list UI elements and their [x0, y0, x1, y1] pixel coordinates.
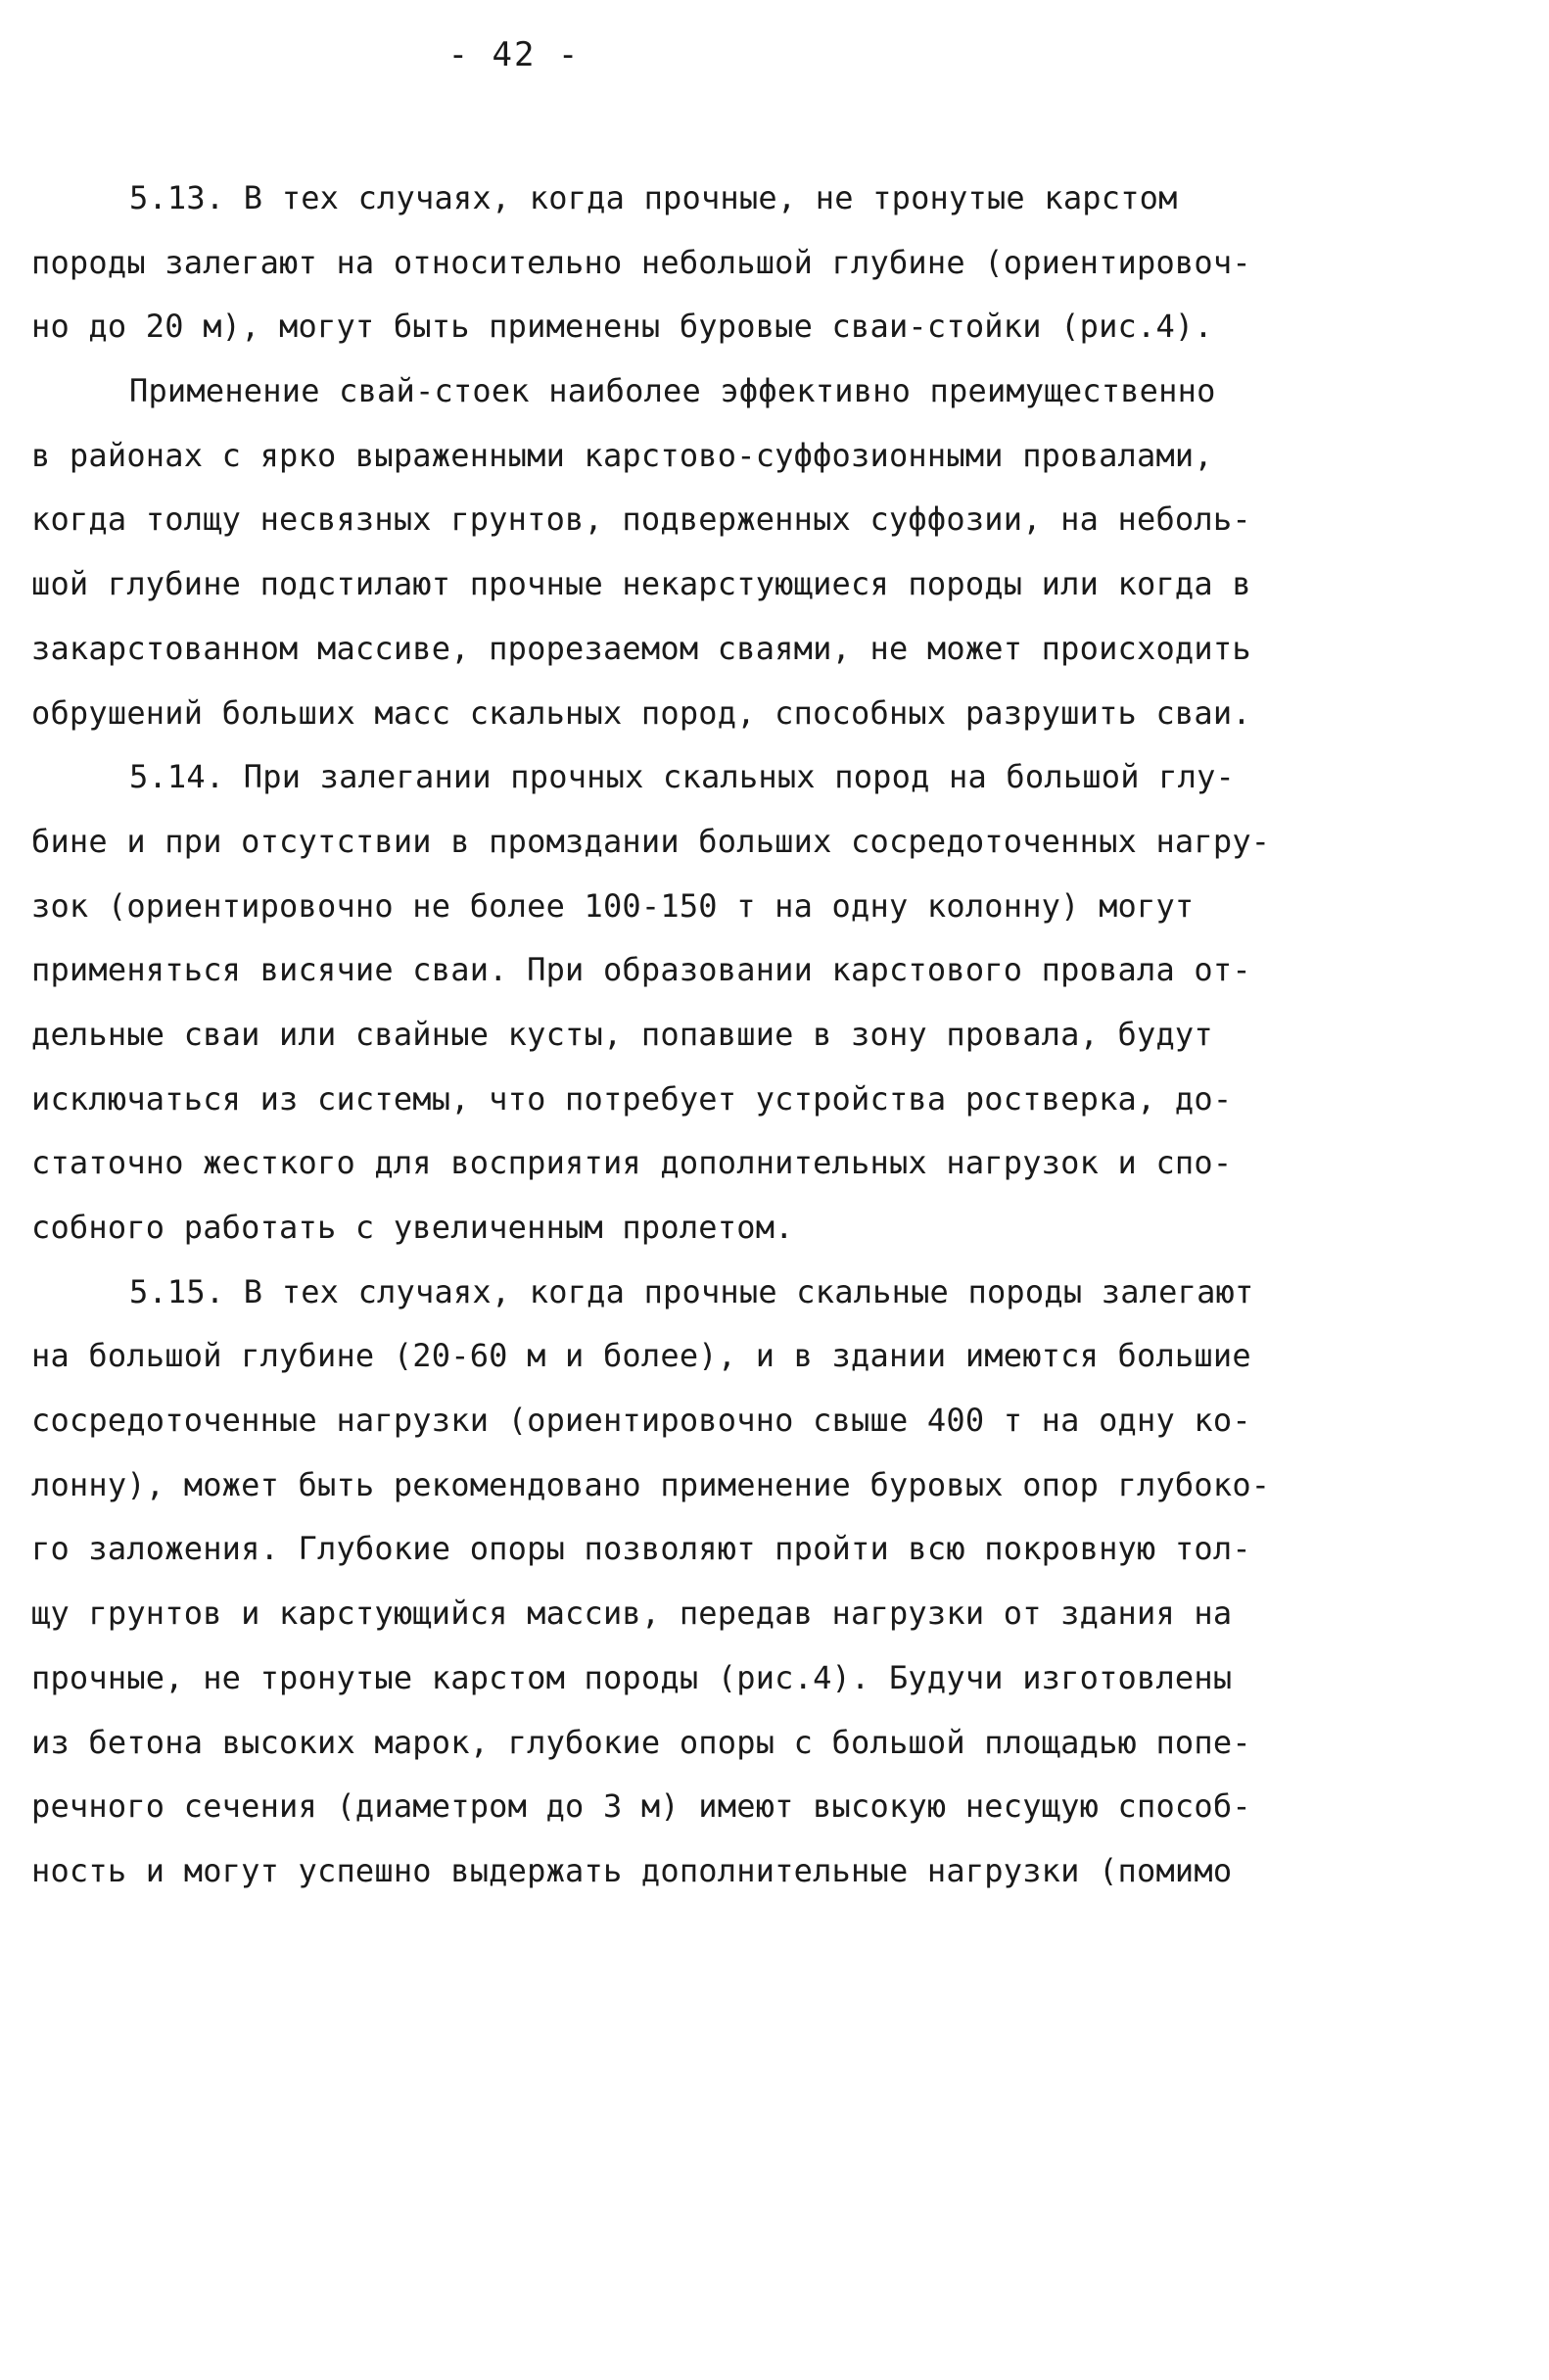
- text-line: породы залегают на относительно небольшой глубине (ориентировоч-: [31, 243, 1251, 281]
- text-line: сосредоточенные нагрузки (ориентировочно свыше 400 т на одну ко-: [31, 1402, 1251, 1440]
- text-line: ность и могут успешно выдержать дополнительные нагрузки (помимо: [31, 1851, 1233, 1889]
- text-line: прочные, не тронутые карстом породы (рис.4). Будучи изготовлены: [31, 1658, 1233, 1696]
- text-line: бине и при отсутствии в промздании больших сосредоточенных нагру-: [31, 822, 1271, 860]
- text-line: но до 20 м), могут быть применены буровые сваи-стойки (рис.4).: [31, 308, 1213, 346]
- text-line: 5.14. При залегании прочных скальных пород на большой глу-: [129, 758, 1236, 796]
- text-line: собного работать с увеличенным пролетом.: [31, 1209, 794, 1246]
- text-line: когда толщу несвязных грунтов, подверженных суффозии, на неболь-: [31, 500, 1251, 539]
- text-line: лонну), может быть рекомендовано применение буровых опор глубоко-: [31, 1465, 1271, 1503]
- text-line: обрушений больших масс скальных пород, способных разрушить сваи.: [31, 693, 1251, 732]
- text-line: го заложения. Глубокие опоры позволяют пройти всю покровную тол-: [31, 1530, 1251, 1568]
- text-line: исключаться из системы, что потребует устройства ростверка, до-: [31, 1079, 1233, 1118]
- text-line: Применение свай-стоек наиболее эффективно преимущественно: [129, 372, 1216, 410]
- text-line: статочно жесткого для восприятия дополнительных нагрузок и спо-: [31, 1144, 1233, 1182]
- text-line: щу грунтов и карстующийся массив, передав нагрузки от здания на: [31, 1595, 1233, 1633]
- text-line: 5.13. В тех случаях, когда прочные, не тронутые карстом: [129, 179, 1178, 216]
- text-line: шой глубине подстилают прочные некарстующиеся породы или когда в: [31, 565, 1251, 603]
- body-text: [31, 167, 1304, 1904]
- text-line: речного сечения (диаметром до 3 м) имеют высокую несущую способ-: [31, 1787, 1251, 1826]
- text-line: дельные сваи или свайные кусты, попавшие в зону провала, будут: [31, 1015, 1213, 1053]
- text-line: 5.15. В тех случаях, когда прочные скальные породы залегают: [129, 1272, 1254, 1310]
- page-number: - 42 -: [447, 35, 581, 74]
- text-line: применяться висячие сваи. При образовании карстового провала от-: [31, 951, 1251, 989]
- text-line: закарстованном массиве, прорезаемом сваями, не может происходить: [31, 629, 1251, 667]
- text-line: из бетона высоких марок, глубокие опоры с большой площадью попе-: [31, 1723, 1251, 1761]
- text-line: в районах с ярко выраженными карстово-суффозионными провалами,: [31, 436, 1213, 474]
- text-line: зок (ориентировочно не более 100-150 т на одну колонну) могут: [31, 886, 1195, 925]
- text-line: на большой глубине (20-60 м и более), и в здании имеются большие: [31, 1337, 1251, 1375]
